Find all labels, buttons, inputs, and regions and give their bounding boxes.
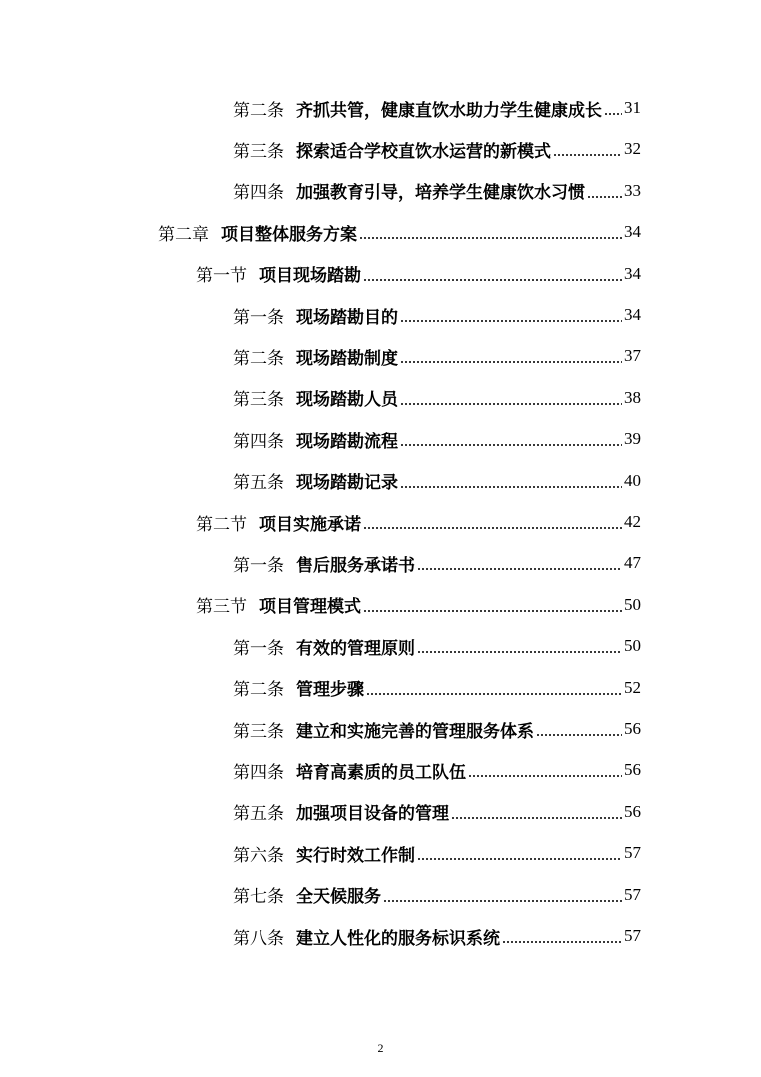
toc-entry[interactable] — [196, 591, 641, 619]
toc-entry-page: 57 — [624, 884, 641, 904]
toc-entry-number: 第三节 — [196, 597, 247, 618]
toc-entry-title: 现场踏勘制度 — [296, 348, 398, 369]
toc-entry-number: 第四条 — [233, 183, 284, 204]
toc-entry-page: 34 — [624, 305, 641, 324]
toc-leader-dots — [363, 610, 622, 612]
toc-entry[interactable] — [233, 467, 641, 495]
toc-entry-number: 第一节 — [196, 266, 247, 287]
toc-entry[interactable] — [233, 756, 641, 784]
toc-entry[interactable] — [196, 260, 641, 288]
toc-entry-page: 50 — [624, 636, 641, 656]
toc-entry-number: 第一条 — [233, 638, 284, 659]
toc-entry-number: 第四条 — [233, 762, 284, 783]
toc-leader-dots — [359, 237, 622, 239]
toc-entry-title: 管理步骤 — [296, 680, 364, 701]
toc-entry-page: 38 — [624, 387, 641, 407]
toc-entry[interactable] — [233, 674, 641, 702]
toc-entry[interactable] — [233, 715, 641, 743]
toc-entry-page: 42 — [624, 512, 641, 531]
toc-entry-title: 售后服务承诺书 — [296, 555, 415, 576]
toc-leader-dots — [587, 196, 622, 198]
toc-entry-number: 第三条 — [233, 141, 284, 162]
toc-entry-number: 第五条 — [233, 473, 284, 494]
toc-leader-dots — [400, 320, 622, 322]
toc-entry-number: 第二条 — [233, 100, 284, 121]
toc-entry[interactable] — [233, 922, 641, 950]
toc-entry-page: 34 — [624, 263, 641, 283]
toc-entry-number: 第一条 — [233, 555, 284, 576]
toc-leader-dots — [400, 444, 622, 446]
toc-entry-page: 56 — [624, 760, 641, 780]
toc-entry-title: 项目现场踏勘 — [259, 266, 361, 287]
toc-entry-title: 有效的管理原则 — [296, 638, 415, 659]
toc-entry-page: 31 — [624, 98, 641, 117]
toc-entry-title: 全天候服务 — [296, 887, 381, 908]
toc-entry[interactable] — [233, 881, 641, 909]
toc-entry[interactable] — [233, 177, 641, 205]
toc-entry[interactable] — [233, 549, 641, 577]
toc-entry-number: 第四条 — [233, 431, 284, 452]
toc-leader-dots — [468, 775, 622, 777]
toc-entry-page: 37 — [624, 346, 641, 366]
toc-entry-number: 第二条 — [233, 680, 284, 701]
toc-entry-title: 项目实施承诺 — [259, 514, 361, 535]
toc-entry-number: 第五条 — [233, 804, 284, 825]
toc-leader-dots — [400, 486, 622, 488]
page-number: 2 — [377, 1041, 384, 1055]
toc-entry-number: 第六条 — [233, 845, 284, 866]
toc-entry-title: 现场踏勘目的 — [296, 307, 398, 328]
toc-entry[interactable] — [233, 301, 641, 329]
toc-leader-dots — [417, 568, 622, 570]
toc-entry-title: 现场踏勘流程 — [296, 431, 398, 452]
toc-entry[interactable] — [233, 135, 641, 163]
toc-entry[interactable] — [196, 508, 641, 536]
toc-entry[interactable] — [233, 425, 641, 453]
toc-entry-page: 34 — [624, 222, 641, 242]
toc-leader-dots — [400, 403, 622, 405]
toc-entry[interactable] — [233, 632, 641, 660]
toc-entry-title: 实行时效工作制 — [296, 845, 415, 866]
toc-leader-dots — [451, 817, 622, 819]
toc-entry-page: 50 — [624, 594, 641, 614]
toc-entry-title: 项目整体服务方案 — [221, 224, 357, 245]
toc-entry-page: 52 — [624, 677, 641, 697]
toc-leader-dots — [363, 279, 622, 281]
toc-entry-title: 加强教育引导，培养学生健康饮水习惯 — [296, 183, 585, 204]
toc-leader-dots — [400, 361, 622, 363]
toc-entry-page: 56 — [624, 719, 641, 738]
toc-leader-dots — [502, 941, 622, 943]
toc-entry[interactable] — [233, 94, 641, 122]
toc-entry-title: 建立和实施完善的管理服务体系 — [296, 721, 534, 742]
toc-entry-page: 39 — [624, 429, 641, 449]
toc-entry-number: 第三条 — [233, 390, 284, 411]
toc-entry[interactable] — [233, 798, 641, 826]
toc-entry-page: 33 — [624, 180, 641, 200]
toc-entry-title: 探索适合学校直饮水运营的新模式 — [296, 141, 551, 162]
toc-entry[interactable] — [233, 839, 641, 867]
toc-entry-number: 第二节 — [196, 514, 247, 535]
toc-entry-page: 56 — [624, 801, 641, 821]
toc-entry-title: 现场踏勘记录 — [296, 473, 398, 494]
toc-entry[interactable] — [233, 384, 641, 412]
toc-entry-title: 加强项目设备的管理 — [296, 804, 449, 825]
toc-entry-title: 项目管理模式 — [259, 597, 361, 618]
toc-entry[interactable] — [158, 218, 641, 246]
toc-entry-number: 第二条 — [233, 348, 284, 369]
toc-entry-page: 40 — [624, 470, 641, 490]
toc-leader-dots — [417, 651, 622, 653]
toc-entry-page: 57 — [624, 843, 641, 863]
toc-entry-title: 现场踏勘人员 — [296, 390, 398, 411]
toc-entry-number: 第一条 — [233, 307, 284, 328]
toc-entry-number: 第八条 — [233, 928, 284, 949]
toc-entry-title: 建立人性化的服务标识系统 — [296, 928, 500, 949]
toc-entry-number: 第三条 — [233, 721, 284, 742]
toc-entry-page: 57 — [624, 926, 641, 945]
toc-entry-number: 第二章 — [158, 224, 209, 245]
toc-entry-number: 第七条 — [233, 887, 284, 908]
toc-leader-dots — [604, 113, 622, 115]
toc-leader-dots — [536, 734, 622, 736]
toc-entry-page: 32 — [624, 139, 641, 159]
toc-entry-title: 齐抓共管，健康直饮水助力学生健康成长 — [296, 100, 602, 121]
toc-entry[interactable] — [233, 342, 641, 370]
toc-leader-dots — [417, 858, 622, 860]
toc-leader-dots — [366, 693, 622, 695]
toc-leader-dots — [383, 900, 622, 902]
toc-leader-dots — [553, 154, 622, 156]
toc-entry-title: 培育高素质的员工队伍 — [296, 762, 466, 783]
toc-entry-page: 47 — [624, 553, 641, 573]
toc-leader-dots — [363, 527, 622, 529]
